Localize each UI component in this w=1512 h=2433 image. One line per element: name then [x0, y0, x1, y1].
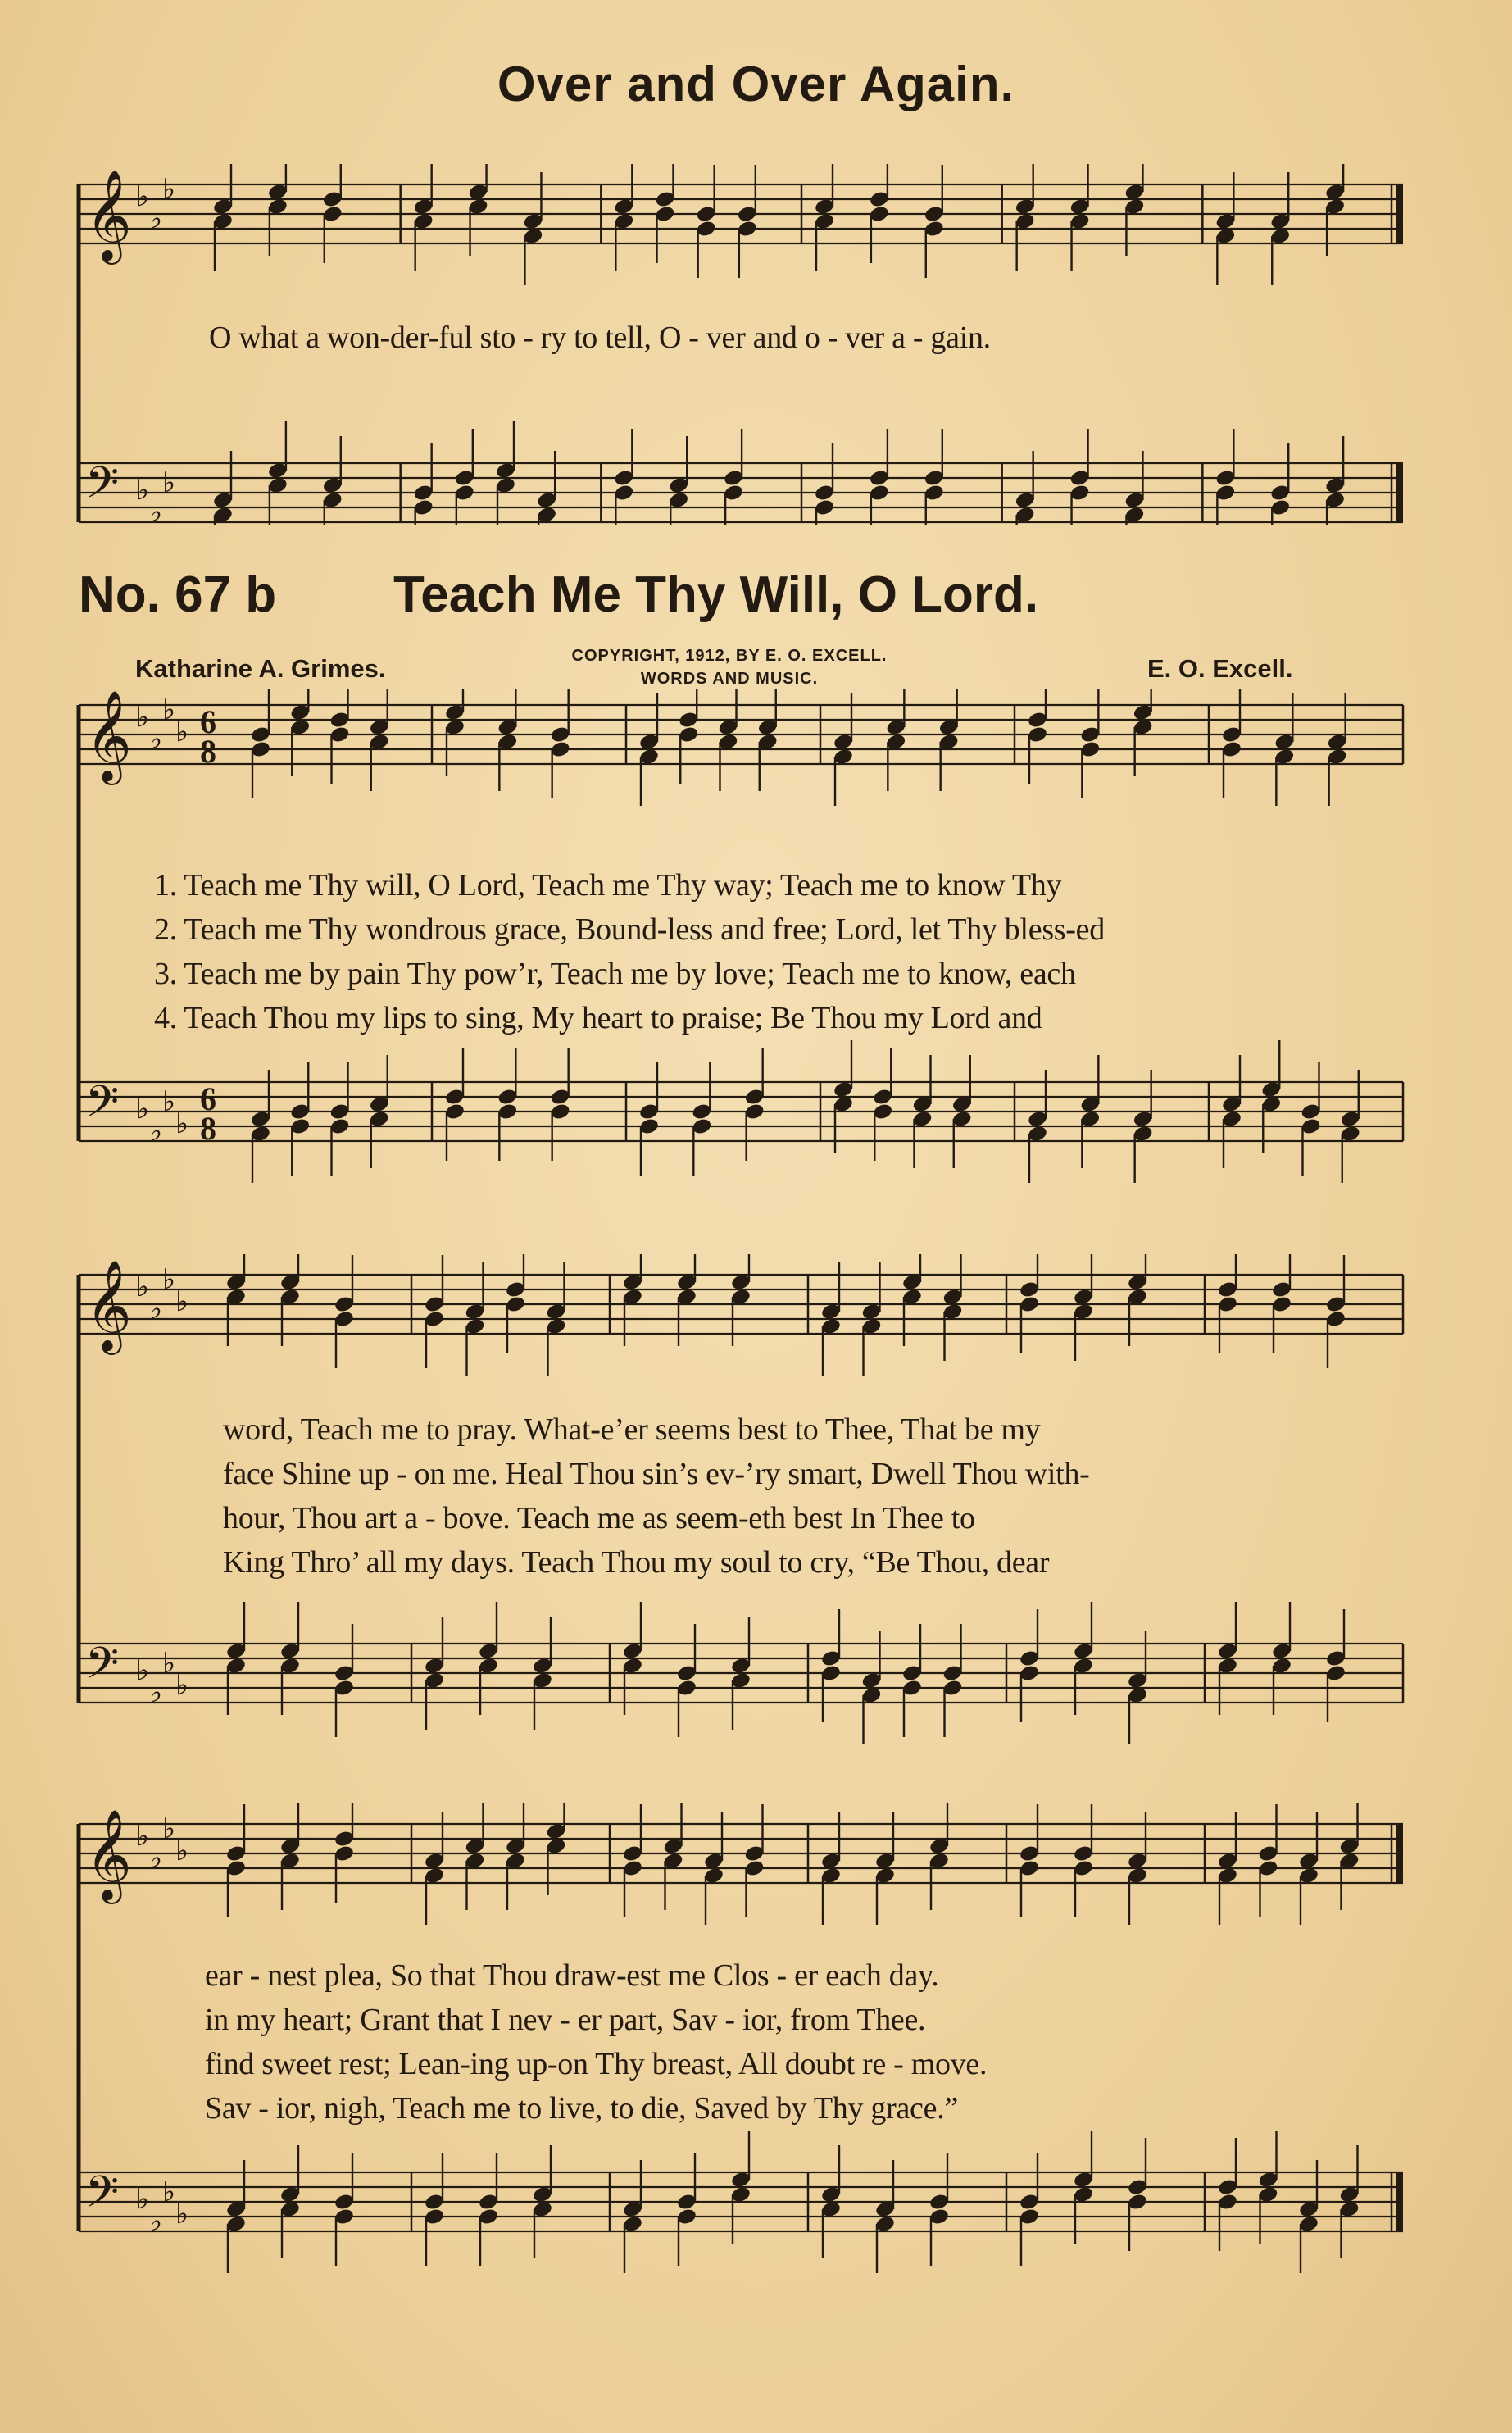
verse-2-line: in my heart; Grant that I nev - er part, Sav - ior, from Thee. [205, 2003, 926, 2037]
hymn-a-lyric: O what a won-der-ful sto - ry to tell, O - ver and o - ver a - gain. [209, 321, 991, 355]
hymn-b-system-1 [0, 689, 1512, 1197]
hymn-number: No. 67 b [79, 566, 277, 623]
author-credit: Katharine A. Grimes. [135, 654, 386, 683]
flat-icon: ♭ [149, 202, 163, 235]
flat-icon: ♭ [136, 1271, 150, 1303]
flat-icon: ♭ [149, 2205, 163, 2238]
copyright-line-2: WORDS AND MUSIC. [640, 670, 819, 688]
treble-clef-icon: 𝄞 [85, 689, 132, 781]
treble-clef-icon: 𝄞 [85, 1259, 132, 1351]
bass-clef-icon: 𝄢 [85, 1077, 120, 1138]
flat-icon: ♭ [162, 1647, 176, 1680]
verse-2-line: face Shine up - on me. Heal Thou sin’s ev-’ry smart, Dwell Thou with- [223, 1457, 1090, 1491]
flat-icon: ♭ [162, 2176, 176, 2208]
copyright-notice [516, 644, 942, 690]
flat-icon: ♭ [136, 1654, 150, 1687]
bass-clef-icon: 𝄢 [85, 2167, 120, 2228]
verse-1-line: 1. Teach me Thy will, O Lord, Teach me Thy way; Teach me to know Thy [154, 868, 1062, 903]
flat-icon: ♭ [149, 1676, 163, 1709]
flat-icon: ♭ [162, 1085, 176, 1118]
flat-icon: ♭ [136, 180, 150, 213]
treble-clef-icon: 𝄞 [85, 169, 132, 261]
time-signature-numerator: 6 [200, 703, 216, 740]
flat-icon: ♭ [162, 173, 176, 206]
flat-icon: ♭ [175, 1107, 189, 1140]
verse-3-line: 3. Teach me by pain Thy pow’r, Teach me by love; Teach me to know, each [154, 957, 1076, 991]
bass-clef-icon: 𝄢 [85, 458, 120, 519]
verse-4-line: Sav - ior, nigh, Teach me to live, to die, Saved by Thy grace.” [205, 2091, 958, 2126]
flat-icon: ♭ [162, 1263, 176, 1296]
flat-icon: ♭ [162, 466, 176, 499]
flat-icon: ♭ [149, 1293, 163, 1326]
hymn-a-title: Over and Over Again. [497, 57, 1015, 111]
flat-icon: ♭ [175, 1669, 189, 1702]
composer-credit: E. O. Excell. [1147, 654, 1293, 683]
verse-1-line: ear - nest plea, So that Thou draw-est me Clos - er each day. [205, 1958, 939, 1993]
time-signature-denominator: 8 [200, 1110, 216, 1147]
flat-icon: ♭ [136, 1820, 150, 1853]
flat-icon: ♭ [136, 474, 150, 507]
flat-icon: ♭ [149, 723, 163, 756]
copyright-line-1: COPYRIGHT, 1912, BY E. O. EXCELL. [571, 647, 888, 665]
hymn-a-system [0, 164, 1512, 525]
flat-icon: ♭ [136, 1093, 150, 1126]
flat-icon: ♭ [175, 716, 189, 748]
hymn-b-system-2 [0, 1254, 1512, 1771]
flat-icon: ♭ [149, 1842, 163, 1875]
verse-4-line: King Thro’ all my days. Teach Thou my soul to cry, “Be Thou, dear [223, 1545, 1050, 1580]
flat-icon: ♭ [162, 1812, 176, 1845]
verse-2-line: 2. Teach me Thy wondrous grace, Bound-less and free; Lord, let Thy bless-ed [154, 912, 1105, 947]
verse-1-line: word, Teach me to pray. What-e’er seems best to Thee, That be my [223, 1412, 1041, 1447]
flat-icon: ♭ [136, 701, 150, 734]
flat-icon: ♭ [149, 1115, 163, 1148]
time-signature-denominator: 8 [200, 733, 216, 770]
verse-4-line: 4. Teach Thou my lips to sing, My heart to praise; Be Thou my Lord and [154, 1001, 1042, 1035]
hymn-b-title: Teach Me Thy Will, O Lord. [393, 566, 1039, 623]
time-signature-numerator: 6 [200, 1080, 216, 1117]
flat-icon: ♭ [175, 2198, 189, 2231]
treble-clef-icon: 𝄞 [85, 1808, 132, 1900]
flat-icon: ♭ [136, 2183, 150, 2216]
hymn-b-system-3 [0, 1803, 1512, 2312]
flat-icon: ♭ [175, 1285, 189, 1318]
flat-icon: ♭ [149, 496, 163, 525]
flat-icon: ♭ [175, 1835, 189, 1867]
verse-3-line: hour, Thou art a - bove. Teach me as seem-eth best In Thee to [223, 1501, 975, 1535]
verse-3-line: find sweet rest; Lean-ing up-on Thy breast, All doubt re - move. [205, 2047, 988, 2081]
flat-icon: ♭ [162, 694, 176, 726]
bass-clef-icon: 𝄢 [85, 1639, 120, 1699]
